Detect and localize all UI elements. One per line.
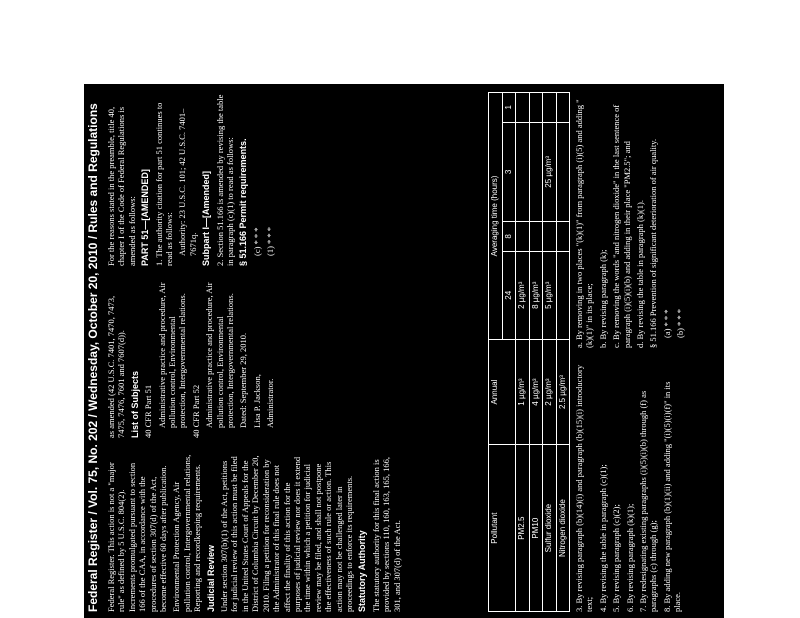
- paragraph: b. By revising paragraph (k);: [597, 249, 608, 348]
- table-header: Pollutant: [489, 445, 516, 612]
- table-cell: [556, 251, 570, 339]
- table-header: 8: [502, 222, 516, 251]
- part-heading: PART 51—[AMENDED]: [140, 169, 151, 266]
- rotated-page-content: [84, 84, 724, 618]
- table-cell: [529, 122, 543, 222]
- table-group-header: Averaging time (hours): [489, 93, 503, 340]
- section-heading: § 51.166 Prevention of significant deterioration of air quality.: [648, 138, 659, 348]
- table-header: 24: [502, 251, 516, 339]
- table-cell: 2 µg/m³: [516, 251, 530, 339]
- paragraph: 5. By revising paragraph (c)(2);: [611, 504, 622, 612]
- paragraph: (c) * * *: [251, 227, 262, 256]
- paragraph: 7. By redesignating existing paragraphs (i)(5)(i)(b) through (f) as paragraphs (c) through (g);: [638, 390, 659, 612]
- scanned-page: [84, 84, 724, 618]
- table-row: [516, 93, 530, 612]
- table-header: Annual: [489, 339, 516, 444]
- section-heading: Judicial Review: [205, 544, 216, 612]
- column-2: [106, 278, 486, 438]
- column-1: [106, 452, 486, 612]
- lower-column-1: [574, 362, 720, 612]
- date-line: Dated: September 29, 2010.: [238, 332, 249, 428]
- table-cell: [543, 222, 557, 251]
- table-row: [529, 93, 543, 612]
- table-cell: Nitrogen dioxide: [556, 445, 570, 612]
- table-header: 3: [502, 122, 516, 222]
- paragraph: Environmental Protection Agency, Air pollution control, Intergovernmental relations, Reporting and recordkeeping requirements.: [171, 454, 203, 612]
- paragraph: c. By removing the words "and nitrogen dioxide" in the last sentence of paragraph (i)(5)(i)(b) and adding in their place "PM2.5"; and: [611, 104, 632, 348]
- paragraph: Administrative practice and procedure, Air pollution control, Environmental protection, Intergovernmental relations.: [156, 282, 188, 428]
- table-cell: [556, 93, 570, 123]
- table-cell: 5 µg/m³: [543, 251, 557, 339]
- table-cell: 1 µg/m³: [516, 339, 530, 444]
- table-cell: [516, 93, 530, 123]
- authority-line: Authority: 23 U.S.C. 101; 42 U.S.C. 7401–7671q.: [177, 108, 198, 256]
- table-cell: PM2.5: [516, 445, 530, 612]
- table-header-row: [489, 93, 503, 612]
- table-cell: 4 µg/m³: [529, 339, 543, 444]
- signatory-name: Lisa P. Jackson,: [251, 374, 262, 428]
- paragraph: d. By revising the table in paragraph (k)(1).: [635, 200, 646, 348]
- paragraph: Under section 307(b)(1) of the Act, petitions for judicial review of this action must be filed in the United States Court of Appeals for the District of Columbia Circuit by December 20, 2010. Filing a petition for reconsideration by the Administrator of this final rule does not affect the finality of this action for the purposes of judicial review nor does it extend the time within which a petition for judicial review may be filed, and shall not postpone the effectiveness of such rule or action. This action may not be challenged later in proceedings to enforce its requirements.: [219, 455, 354, 612]
- page-header: Federal Register / Vol. 75, No. 202 / Wednesday, October 20, 2010 / Rules and Regulations: [86, 103, 100, 612]
- increments-table: [488, 92, 570, 612]
- table-row: [556, 93, 570, 612]
- paragraph: Federal Register. This action is not a "major rule" as defined by 5 U.S.C. 804(2). Increments promulgated pursuant to section 166 of the CAA, in accordance with the procedures of section 307(d) of the Act, become effective 60 days after publication.: [106, 462, 169, 612]
- paragraph: 3. By revising paragraph (b)(14)(i) and paragraph (b)(15)(i) introductory text;: [574, 364, 595, 612]
- signatory-title: Administrator.: [265, 378, 276, 428]
- table-cell: [529, 222, 543, 251]
- section-heading: List of Subjects: [129, 370, 140, 438]
- section-heading: Statutory Authority: [357, 530, 368, 612]
- cfr-part: 40 CFR Part 52: [190, 384, 201, 438]
- paragraph: (b) * * *: [675, 308, 686, 338]
- table-cell: Sulfur dioxide: [543, 445, 557, 612]
- section-heading: § 51.166 Permit requirements.: [238, 138, 249, 266]
- paragraph: 1. The authority citation for part 51 continues to read as follows:: [153, 102, 175, 266]
- cfr-part: 40 CFR Part 51: [143, 384, 154, 438]
- paragraph: 6. By revising paragraph (k)(1);: [624, 503, 635, 612]
- column-3: [106, 90, 486, 266]
- subpart-heading: Subpart I—[Amended]: [201, 170, 212, 266]
- paragraph: Administrative practice and procedure, Air pollution control, Environmental protection, Intergovernmental relations.: [204, 282, 236, 428]
- paragraph: (1) * * *: [265, 226, 276, 256]
- paragraph: The statutory authority for this final action is provided by sections 110, 160, 163, 165, 166, 301, and 307(d) of the Act.: [370, 456, 402, 612]
- table-cell: [516, 122, 530, 222]
- table-cell: PM10: [529, 445, 543, 612]
- table-header: 1: [502, 93, 516, 123]
- table-cell: 25 µg/m³: [543, 122, 557, 222]
- paragraph: 4. By revising the table in paragraph (c)(1);: [597, 464, 608, 612]
- table-cell: [556, 222, 570, 251]
- lower-column-2: [574, 90, 720, 348]
- table-cell: [516, 222, 530, 251]
- paragraph: 8. By adding new paragraph (b)(1)(ii) and adding "(i)(5)(i)(f)" in its place.: [661, 381, 683, 612]
- table-row: [543, 93, 557, 612]
- table-cell: 8 µg/m³: [529, 251, 543, 339]
- paragraph: a. By removing in two places "(k)(1)" from paragraph (i)(5) and adding "(k)(1)" in its place;: [574, 99, 595, 348]
- table-cell: [529, 93, 543, 123]
- paragraph: For the reasons stated in the preamble, title 40, chapter I of the Code of Federal Regulations is amended as follows:: [106, 106, 137, 266]
- table-cell: 2 µg/m³: [543, 339, 557, 444]
- table-cell: 2.5 µg/m³: [556, 339, 570, 444]
- paragraph: (a) * * *: [661, 309, 672, 338]
- paragraph: 2. Section 51.166 is amended by revising the table in paragraph (c)(1) to read as follows:: [214, 94, 236, 266]
- table-cell: [543, 93, 557, 123]
- table-cell: [556, 122, 570, 222]
- paragraph: as amended (42 U.S.C. 7401, 7470, 7473, 7475, 7476, 7601 and 7607(d)).: [106, 295, 127, 438]
